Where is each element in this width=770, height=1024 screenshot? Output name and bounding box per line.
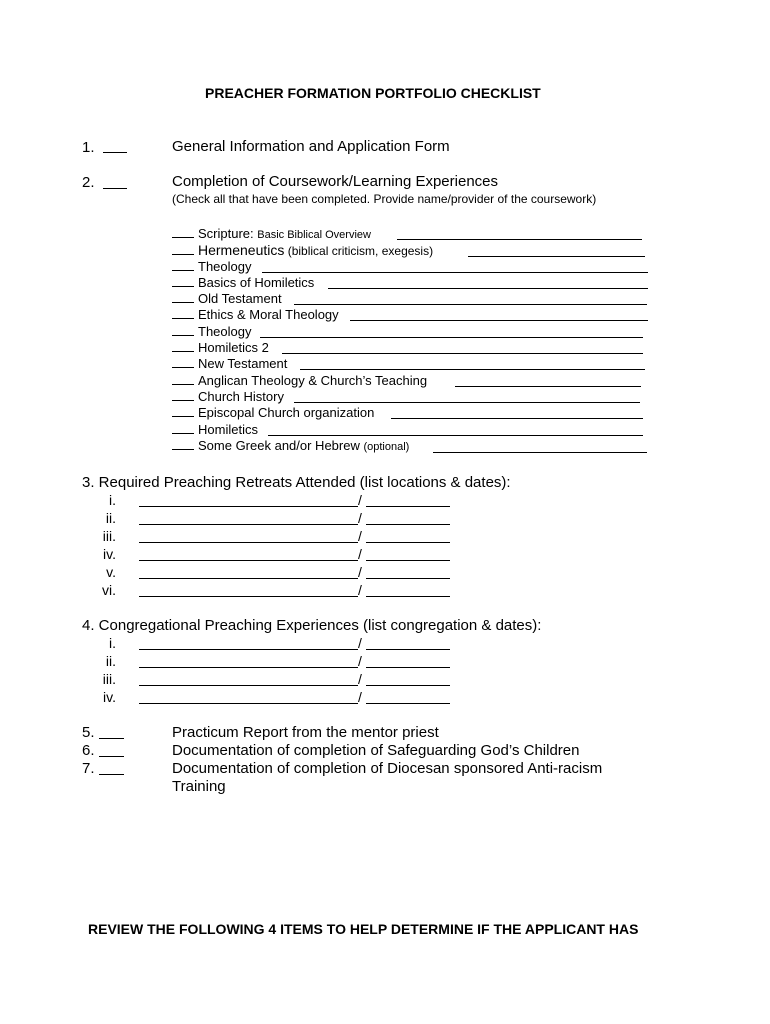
course-check-blank[interactable] (172, 275, 194, 287)
item-1-number (82, 139, 95, 156)
retreat-date-line[interactable] (366, 524, 450, 525)
retreat-location-line[interactable] (139, 524, 358, 525)
course-provider-line[interactable] (268, 435, 643, 436)
retreat-separator: / (358, 510, 362, 526)
course-check-blank[interactable] (172, 307, 194, 319)
retreat-date-line[interactable] (366, 596, 450, 597)
retreat-numeral: iii. (102, 528, 116, 544)
section-3-heading: 3. Required Preaching Retreats Attended (list locations & dates): (82, 474, 511, 491)
experience-numeral: iv. (103, 689, 116, 705)
experience-date-line[interactable] (366, 667, 450, 668)
coursework-item: Homiletics 2 (172, 340, 269, 356)
course-provider-line[interactable] (282, 353, 643, 354)
course-check-blank[interactable] (172, 389, 194, 401)
coursework-item: Old Testament (172, 291, 282, 307)
retreat-separator: / (358, 492, 362, 508)
coursework-item: Church History (172, 389, 284, 405)
experience-separator: / (358, 671, 362, 687)
review-heading: REVIEW THE FOLLOWING 4 ITEMS TO HELP DETERMINE IF THE APPLICANT HAS (88, 921, 639, 937)
course-provider-line[interactable] (397, 239, 642, 240)
retreat-separator: / (358, 528, 362, 544)
page-title: PREACHER FORMATION PORTFOLIO CHECKLIST (205, 85, 541, 101)
item-6-number: 6. (82, 742, 95, 759)
course-check-blank[interactable] (172, 226, 194, 238)
retreat-numeral: i. (109, 492, 116, 508)
coursework-item: Theology (172, 324, 251, 340)
course-check-blank[interactable] (172, 259, 194, 271)
item-7-label: Documentation of completion of Diocesan sponsored Anti-racism (172, 760, 603, 777)
experience-separator: / (358, 689, 362, 705)
retreat-separator: / (358, 582, 362, 598)
course-check-blank[interactable] (172, 356, 194, 368)
course-provider-line[interactable] (260, 337, 643, 338)
retreat-numeral: iv. (103, 546, 116, 562)
course-check-blank[interactable] (172, 340, 194, 352)
experience-numeral: iii. (102, 671, 116, 687)
coursework-item: Anglican Theology & Church’s Teaching (172, 373, 427, 389)
course-provider-line[interactable] (294, 402, 640, 403)
experience-date-line[interactable] (366, 703, 450, 704)
item-1-num: 1. (82, 139, 95, 156)
course-provider-line[interactable] (294, 304, 647, 305)
experience-date-line[interactable] (366, 685, 450, 686)
item-5-check-blank[interactable] (99, 738, 124, 739)
retreat-location-line[interactable] (139, 578, 358, 579)
course-provider-line[interactable] (455, 386, 641, 387)
retreat-location-line[interactable] (139, 542, 358, 543)
course-check-blank[interactable] (172, 324, 194, 336)
item-6-check-blank[interactable] (99, 756, 124, 757)
course-provider-line[interactable] (391, 418, 643, 419)
coursework-item: Hermeneutics (biblical criticism, exegesis) (172, 242, 433, 258)
retreat-date-line[interactable] (366, 506, 450, 507)
experience-congregation-line[interactable] (139, 703, 358, 704)
course-check-blank[interactable] (172, 422, 194, 434)
experience-congregation-line[interactable] (139, 649, 358, 650)
item-7-number: 7. (82, 760, 95, 777)
coursework-item: Episcopal Church organization (172, 405, 374, 421)
coursework-item: Ethics & Moral Theology (172, 307, 339, 323)
coursework-item: Basics of Homiletics (172, 275, 314, 291)
coursework-item: Some Greek and/or Hebrew (optional) (172, 438, 409, 454)
coursework-item: New Testament (172, 356, 287, 372)
course-provider-line[interactable] (468, 256, 645, 257)
retreat-location-line[interactable] (139, 596, 358, 597)
retreat-date-line[interactable] (366, 542, 450, 543)
course-provider-line[interactable] (350, 320, 648, 321)
item-5-label: Practicum Report from the mentor priest (172, 724, 439, 741)
experience-congregation-line[interactable] (139, 667, 358, 668)
section-4-heading: 4. Congregational Preaching Experiences (list congregation & dates): (82, 617, 542, 634)
item-5-number: 5. (82, 724, 95, 741)
retreat-separator: / (358, 546, 362, 562)
item-2-check-blank[interactable] (103, 188, 127, 189)
coursework-item: Homiletics (172, 422, 258, 438)
course-check-blank[interactable] (172, 438, 194, 450)
course-check-blank[interactable] (172, 291, 194, 303)
experience-congregation-line[interactable] (139, 685, 358, 686)
course-check-blank[interactable] (172, 405, 194, 417)
item-1-label: General Information and Application Form (172, 138, 450, 155)
item-2-instructions: (Check all that have been completed. Provide name/provider of the coursework) (172, 192, 597, 206)
retreat-location-line[interactable] (139, 506, 358, 507)
experience-numeral: ii. (105, 653, 116, 669)
retreat-date-line[interactable] (366, 560, 450, 561)
retreat-separator: / (358, 564, 362, 580)
retreat-location-line[interactable] (139, 560, 358, 561)
experience-numeral: i. (109, 635, 116, 651)
experience-date-line[interactable] (366, 649, 450, 650)
retreat-numeral: ii. (105, 510, 116, 526)
retreat-date-line[interactable] (366, 578, 450, 579)
course-provider-line[interactable] (328, 288, 648, 289)
retreat-numeral: vi. (102, 582, 116, 598)
experience-separator: / (358, 635, 362, 651)
course-provider-line[interactable] (433, 452, 647, 453)
item-1-check-blank[interactable] (103, 152, 127, 153)
coursework-item: Theology (172, 259, 251, 275)
course-check-blank[interactable] (172, 373, 194, 385)
item-2-label: Completion of Coursework/Learning Experiences (172, 173, 499, 190)
coursework-item: Scripture: Basic Biblical Overview (172, 226, 371, 242)
retreat-numeral: v. (106, 564, 116, 580)
course-provider-line[interactable] (262, 272, 648, 273)
item-2-number: 2. (82, 174, 95, 191)
course-provider-line[interactable] (300, 369, 645, 370)
item-6-label: Documentation of completion of Safeguarding God’s Children (172, 742, 580, 759)
experience-separator: / (358, 653, 362, 669)
item-7-label-continued: Training (172, 778, 226, 795)
item-7-check-blank[interactable] (99, 774, 124, 775)
course-check-blank[interactable] (172, 243, 194, 255)
